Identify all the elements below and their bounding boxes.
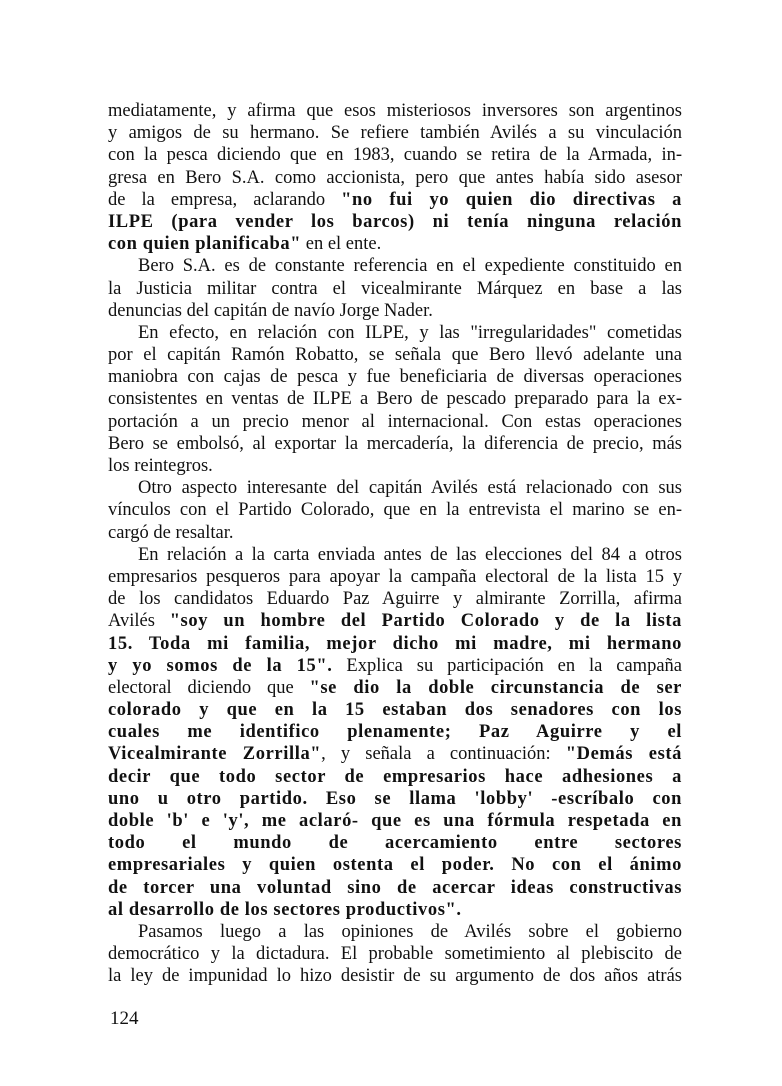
- bold-quote-segment: decir que todo sector de empresarios hace adhesiones a: [108, 766, 682, 787]
- text-segment: En efecto, en relación con ILPE, y las "irregularidades" cometidas: [138, 322, 682, 343]
- bold-quote-segment: "soy un hombre del Partido Colorado y de la lista: [169, 611, 682, 632]
- bold-quote-segment: doble 'b' e 'y', me aclaró- que es una fórmula respetada en: [108, 811, 682, 831]
- text-segment: consistentes en ventas de ILPE a Bero de pescado preparado para la ex-: [108, 389, 682, 410]
- text-line: [108, 788, 682, 810]
- text-line: [108, 344, 682, 366]
- paragraph: [108, 544, 682, 921]
- text-line: [108, 278, 682, 300]
- paragraph: [108, 921, 682, 988]
- text-segment: Avilés: [108, 611, 170, 632]
- paragraph: [108, 100, 682, 255]
- text-segment: por el capitán Ramón Robatto, se señala que Bero llevó adelante una: [108, 345, 682, 366]
- bold-quote-segment: "no fui yo quien dio directivas a: [341, 189, 683, 210]
- page-number: 124: [110, 1008, 139, 1029]
- text-line: [108, 854, 682, 876]
- text-segment: con la pesca diciendo que en 1983, cuando se retira de la Armada, in-: [108, 145, 682, 166]
- bold-quote-segment: 15. Toda mi familia, mejor dicho mi madre, mi hermano: [108, 633, 682, 654]
- text-segment: Bero S.A. es de constante referencia en el expediente constituido en: [138, 256, 682, 277]
- text-line: [108, 211, 682, 233]
- text-line: [108, 189, 682, 211]
- text-segment: vínculos con el Partido Colorado, que en la entrevista el marino se en-: [108, 500, 682, 521]
- text-line: [108, 899, 682, 921]
- text-line: [108, 100, 682, 122]
- text-segment: portación a un precio menor al internacional. Con estas operaciones: [108, 411, 682, 432]
- bold-quote-segment: ILPE (para vender los barcos) ni tenía ninguna relación: [108, 211, 682, 232]
- bold-quote-segment: y yo somos de la 15".: [108, 655, 333, 676]
- text-line: [108, 877, 682, 899]
- text-line: [108, 522, 682, 544]
- text-line: [108, 965, 682, 987]
- bold-quote-segment: al desarrollo de los sectores productivos".: [108, 899, 462, 920]
- text-line: [108, 677, 682, 699]
- bold-quote-segment: empresariales y quien ostenta el poder. No con el ánimo: [108, 855, 682, 876]
- text-segment: y amigos de su hermano. Se refiere también Avilés a su vinculación: [108, 123, 682, 144]
- text-segment: maniobra con cajas de pesca y fue beneficiaria de diversas operaciones: [108, 367, 682, 388]
- text-segment: Pasamos luego a las opiniones de Avilés sobre el gobierno: [138, 921, 682, 942]
- bold-quote-segment: Vicealmirante Zorrilla": [108, 744, 322, 765]
- bold-quote-segment: "Demás está: [565, 744, 682, 765]
- text-line: [108, 388, 682, 410]
- text-segment: democrático y la dictadura. El probable sometimiento al plebiscito de: [108, 944, 682, 965]
- text-line: [108, 943, 682, 965]
- text-line: [108, 921, 682, 943]
- text-segment: mediatamente, y afirma que esos misteriosos inversores son argentinos: [108, 101, 682, 121]
- text-segment: empresarios pesqueros para apoyar la campaña electoral de la lista 15 y: [108, 566, 682, 587]
- text-line: [108, 633, 682, 655]
- text-segment: En relación a la carta enviada antes de las elecciones del 84 a otros: [138, 544, 682, 565]
- bold-quote-segment: "se dio la doble circunstancia de ser: [309, 677, 682, 698]
- text-line: [108, 455, 682, 477]
- text-line: [108, 832, 682, 854]
- text-line: [108, 433, 682, 455]
- body-text: [108, 100, 682, 988]
- text-line: [108, 699, 682, 721]
- text-segment: , y señala a continuación:: [321, 744, 566, 765]
- text-line: [108, 255, 682, 277]
- text-segment: gresa en Bero S.A. como accionista, pero que antes había sido asesor: [108, 167, 682, 188]
- bold-quote-segment: colorado y que en la 15 estaban dos senadores con los: [108, 700, 682, 721]
- text-line: [108, 122, 682, 144]
- paragraph: [108, 322, 682, 477]
- text-line: [108, 499, 682, 521]
- text-line: [108, 566, 682, 588]
- text-segment: denuncias del capitán de navío Jorge Nader.: [108, 300, 433, 321]
- text-segment: Explica su participación en la campaña: [332, 655, 682, 676]
- text-line: [108, 544, 682, 566]
- bold-quote-segment: de torcer una voluntad sino de acercar ideas constructivas: [108, 877, 682, 898]
- text-segment: la Justicia militar contra el vicealmirante Márquez en base a las: [108, 278, 682, 299]
- text-line: [108, 588, 682, 610]
- text-line: [108, 300, 682, 322]
- text-line: [108, 610, 682, 632]
- text-segment: en el ente.: [301, 234, 382, 255]
- bold-quote-segment: cuales me identifico plenamente; Paz Aguirre y el: [108, 722, 682, 743]
- text-segment: la ley de impunidad lo hizo desistir de su argumento de dos años atrás: [108, 966, 682, 987]
- text-segment: electoral diciendo que: [108, 677, 310, 698]
- text-segment: los reintegros.: [108, 456, 213, 476]
- text-segment: Bero se embolsó, al exportar la mercadería, la diferencia de precio, más: [108, 433, 682, 454]
- text-line: [108, 721, 682, 743]
- text-line: [108, 233, 682, 255]
- text-line: [108, 366, 682, 388]
- text-segment: de los candidatos Eduardo Paz Aguirre y almirante Zorrilla, afirma: [108, 589, 682, 610]
- text-line: [108, 743, 682, 765]
- bold-quote-segment: uno u otro partido. Eso se llama 'lobby' -escríbalo con: [108, 788, 682, 809]
- text-line: [108, 167, 682, 189]
- text-line: [108, 322, 682, 344]
- text-line: [108, 144, 682, 166]
- text-line: [108, 477, 682, 499]
- text-line: [108, 655, 682, 677]
- text-line: [108, 810, 682, 832]
- paragraph: [108, 477, 682, 544]
- text-segment: Otro aspecto interesante del capitán Avilés está relacionado con sus: [138, 478, 682, 499]
- text-segment: cargó de resaltar.: [108, 522, 234, 543]
- paragraph: [108, 255, 682, 322]
- text-line: [108, 411, 682, 433]
- bold-quote-segment: con quien planificaba": [108, 234, 302, 255]
- bold-quote-segment: todo el mundo de acercamiento entre sectores: [108, 833, 682, 854]
- text-line: [108, 766, 682, 788]
- text-segment: de la empresa, aclarando: [108, 189, 342, 210]
